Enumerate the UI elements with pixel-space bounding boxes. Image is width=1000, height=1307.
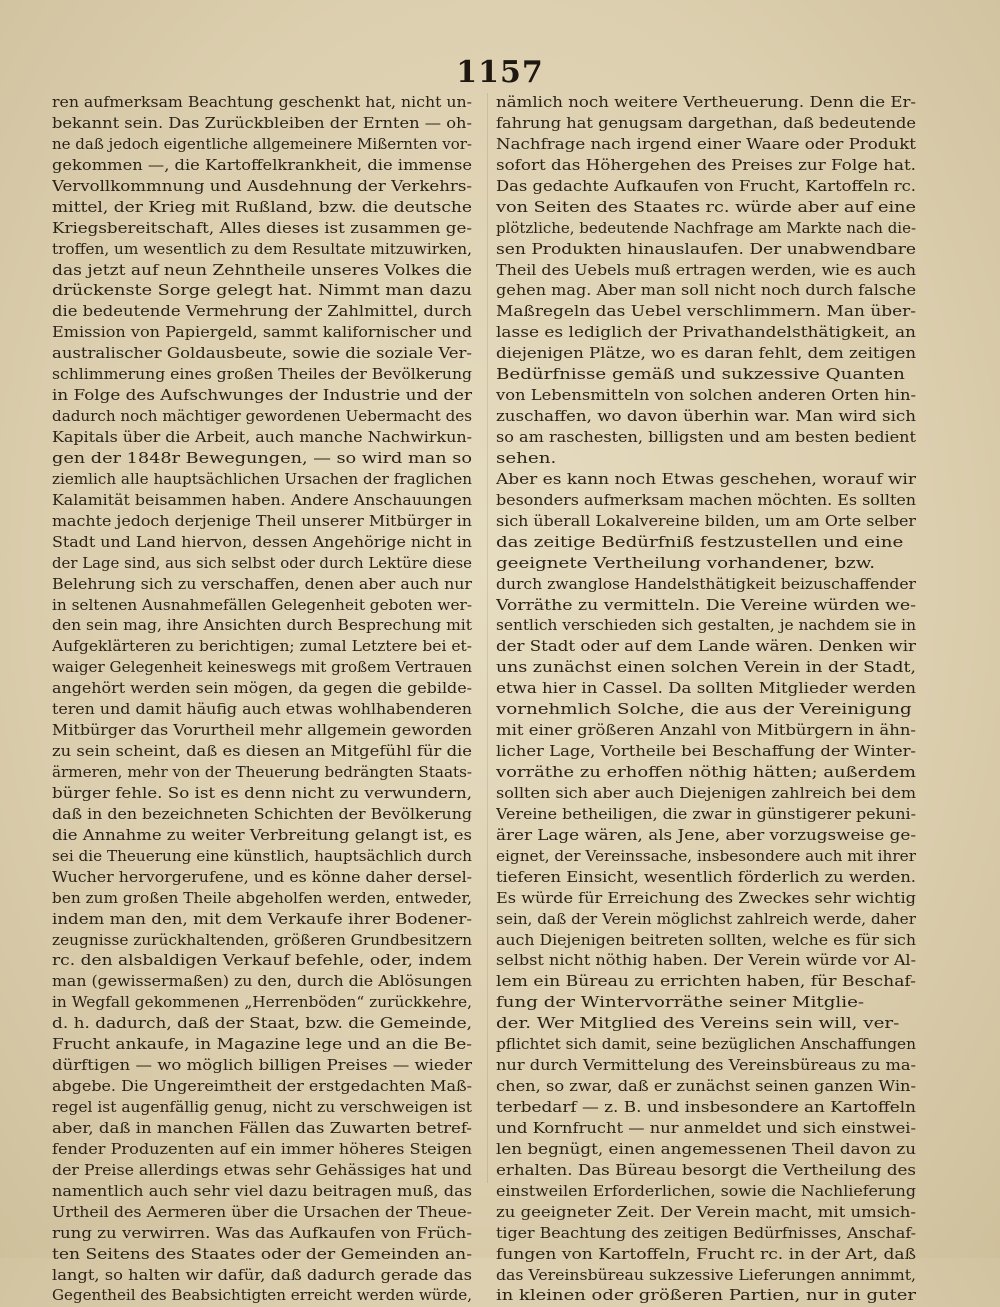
text-line: nämlich noch weitere Vertheuerung. Denn die Er- xyxy=(496,94,916,111)
text-line: in kleinen oder größeren Partien, nur in guter xyxy=(496,1287,916,1305)
text-line: ziemlich alle hauptsächlichen Ursachen der fraglichen xyxy=(52,470,472,488)
text-line: tiger Beachtung des zeitigen Bedürfnisses, Anschaf- xyxy=(496,1224,916,1242)
text-line: Nachfrage nach irgend einer Waare oder Produkt xyxy=(496,135,916,153)
text-line: gehen mag. Aber man soll nicht noch durch falsche xyxy=(496,282,916,300)
text-line: plötzliche, bedeutende Nachfrage am Markte nach die- xyxy=(496,219,916,237)
text-line: Vervollkommnung und Ausdehnung der Verkehrs- xyxy=(52,177,472,195)
text-line: Gegentheil des Beabsichtigten erreicht werden würde, xyxy=(52,1287,472,1305)
text-line: fahrung hat genugsam dargethan, daß bedeutende xyxy=(496,114,916,132)
text-line: auch Diejenigen beitreten sollten, welche es für sich xyxy=(496,931,916,949)
text-line: sehen. xyxy=(496,449,557,467)
text-line: Wucher hervorgerufene, und es könne daher dersel- xyxy=(52,868,472,886)
text-line: licher Lage, Vortheile bei Beschaffung der Winter- xyxy=(496,743,916,761)
text-line: ren aufmerksam Beachtung geschenkt hat, nicht un- xyxy=(52,94,472,111)
text-line: ne daß jedoch eigentliche allgemeinere Mißernten vor- xyxy=(52,135,472,153)
text-line: drückenste Sorge gelegt hat. Nimmt man dazu xyxy=(52,282,472,300)
text-line: sofort das Höhergehen des Preises zur Folge hat. xyxy=(496,156,916,174)
text-line: Bedürfnisse gemäß und sukzessive Quanten xyxy=(496,366,905,384)
column-gutter xyxy=(487,93,488,1183)
text-line: chen, so zwar, daß er zunächst seinen ganzen Win- xyxy=(496,1078,916,1096)
text-line: durch zwanglose Handelsthätigkeit beizuschaffender xyxy=(496,575,916,593)
text-line: sen Produkten hinauslaufen. Der unabwendbare xyxy=(496,240,916,258)
text-line: ärmeren, mehr von der Theuerung bedrängten Staats- xyxy=(52,764,472,781)
text-line: lasse es lediglich der Privathandelsthätigkeit, an xyxy=(496,324,916,342)
text-line: zu sein scheint, daß es diesen an Mitgefühl für die xyxy=(52,743,472,761)
text-line: rung zu verwirren. Was das Aufkaufen von Früch- xyxy=(52,1224,472,1242)
text-line: und Kornfrucht — nur anmeldet und sich einstwei- xyxy=(496,1119,916,1137)
text-line: langt, so halten wir dafür, daß dadurch gerade das xyxy=(52,1266,472,1284)
text-line: sei die Theuerung eine künstlich, hauptsächlich durch xyxy=(52,847,472,865)
text-line: das zeitige Bedürfniß festzustellen und eine xyxy=(496,533,904,551)
text-line: mittel, der Krieg mit Rußland, bzw. die deutsche xyxy=(52,198,472,216)
text-line: selbst nicht nöthig haben. Der Verein würde vor Al- xyxy=(496,952,916,970)
text-line: so am raschesten, billigsten und am besten bedient xyxy=(496,429,916,446)
left-text-column xyxy=(52,93,472,1307)
text-line: len begnügt, einen angemessenen Theil davon zu xyxy=(496,1140,916,1158)
text-line: das Vereinsbüreau sukzessive Lieferungen annimmt, xyxy=(496,1266,916,1284)
text-line: ten Seitens des Staates oder der Gemeinden an- xyxy=(52,1245,472,1263)
text-line: der Stadt oder auf dem Lande wären. Denken wir xyxy=(496,638,916,656)
text-line: sentlich verschieden sich gestalten, je nachdem sie in xyxy=(496,617,916,635)
text-line: sollten sich aber auch Diejenigen zahlreich bei dem xyxy=(496,784,916,802)
text-line: der. Wer Mitglied des Vereins sein will, ver- xyxy=(496,1015,900,1033)
text-line: Urtheil des Aermeren über die Ursachen der Theue- xyxy=(52,1203,472,1221)
text-line: Stadt und Land hiervon, dessen Angehörige nicht in xyxy=(52,533,472,551)
text-line: erhalten. Das Büreau besorgt die Vertheilung des xyxy=(496,1161,916,1179)
text-line: indem man den, mit dem Verkaufe ihrer Bodener- xyxy=(52,910,472,928)
text-line: fungen von Kartoffeln, Frucht rc. in der Art, daß xyxy=(496,1245,916,1263)
text-line: Theil des Uebels muß ertragen werden, wie es auch xyxy=(496,261,916,279)
text-line: ben zum großen Theile abgeholfen werden, entweder, xyxy=(52,889,472,907)
text-line: Belehrung sich zu verschaffen, denen aber auch nur xyxy=(52,575,472,593)
text-line: sich überall Lokalvereine bilden, um am Orte selber xyxy=(496,512,916,530)
text-line: bürger fehle. So ist es denn nicht zu verwundern, xyxy=(52,784,472,802)
text-line: einstweilen Erforderlichen, sowie die Nachlieferung xyxy=(496,1182,916,1200)
text-line: Es würde für Erreichung des Zweckes sehr wichtig xyxy=(496,889,916,907)
text-line: die Annahme zu weiter Verbreitung gelangt ist, es xyxy=(52,826,472,844)
text-line: der Preise allerdings etwas sehr Gehässiges hat und xyxy=(52,1161,472,1179)
text-line: Kriegsbereitschaft, Alles dieses ist zusammen ge- xyxy=(52,219,472,237)
text-line: vorräthe zu erhoffen nöthig hätten; außerdem xyxy=(496,764,916,781)
text-line: fung der Wintervorräthe seiner Mitglie- xyxy=(496,994,865,1012)
text-line: in Folge des Aufschwunges der Industrie und der xyxy=(52,387,472,405)
text-line: terbedarf — z. B. und insbesondere an Kartoffeln xyxy=(496,1099,916,1116)
text-line: Das gedachte Aufkaufen von Frucht, Kartoffeln rc. xyxy=(496,177,916,195)
text-line: von Lebensmitteln von solchen anderen Orten hin- xyxy=(496,387,916,405)
text-line: sein, daß der Verein möglichst zahlreich werde, daher xyxy=(496,910,916,928)
text-line: ärer Lage wären, als Jene, aber vorzugsweise ge- xyxy=(496,826,916,844)
text-line: regel ist augenfällig genug, nicht zu verschweigen ist xyxy=(52,1099,472,1116)
text-line: den sein mag, ihre Ansichten durch Besprechung mit xyxy=(52,617,472,635)
text-line: diejenigen Plätze, wo es daran fehlt, dem zeitigen xyxy=(496,345,916,363)
text-line: lem ein Büreau zu errichten haben, für Beschaf- xyxy=(496,973,916,991)
text-line: bekannt sein. Das Zurückbleiben der Ernten — oh- xyxy=(52,114,472,132)
text-line: zeugnisse zurückhaltenden, größeren Grundbesitzern xyxy=(52,931,472,949)
text-line: namentlich auch sehr viel dazu beitragen muß, das xyxy=(52,1182,472,1200)
text-line: Kapitals über die Arbeit, auch manche Nachwirkun- xyxy=(52,429,472,446)
text-line: Mitbürger das Vorurtheil mehr allgemein geworden xyxy=(52,722,472,740)
text-line: Aufgeklärteren zu berichtigen; zumal Letztere bei et- xyxy=(52,638,472,656)
text-line: etwa hier in Cassel. Da sollten Mitglieder werden xyxy=(496,680,916,698)
text-line: uns zunächst einen solchen Verein in der Stadt, xyxy=(496,659,916,677)
text-line: australischer Goldausbeute, sowie die soziale Ver- xyxy=(52,345,472,363)
text-line: in seltenen Ausnahmefällen Gelegenheit geboten wer- xyxy=(52,596,472,614)
text-line: zu geeigneter Zeit. Der Verein macht, mit umsich- xyxy=(496,1203,916,1221)
text-line: waiger Gelegenheit keineswegs mit großem Vertrauen xyxy=(52,659,472,677)
text-line: zuschaffen, wo davon überhin war. Man wird sich xyxy=(496,408,916,426)
text-line: dürftigen — wo möglich billigen Preises — wieder xyxy=(52,1057,472,1075)
text-line: in Wegfall gekommenen „Herrenböden“ zurückkehre, xyxy=(52,994,472,1012)
text-line: machte jedoch derjenige Theil unserer Mitbürger in xyxy=(52,512,472,530)
text-line: Vereine betheiligen, die zwar in günstigerer pekuni- xyxy=(496,805,916,823)
text-line: Maßregeln das Uebel verschlimmern. Man über- xyxy=(496,303,916,321)
text-line: man (gewissermaßen) zu den, durch die Ablösungen xyxy=(52,973,472,991)
page-number: 1157 xyxy=(456,55,544,90)
text-line: nur durch Vermittelung des Vereinsbüreaus zu ma- xyxy=(496,1057,916,1075)
text-line: die bedeutende Vermehrung der Zahlmittel, durch xyxy=(52,303,472,321)
text-line: der Lage sind, aus sich selbst oder durch Lektüre diese xyxy=(52,554,472,572)
text-line: das jetzt auf neun Zehntheile unseres Volkes die xyxy=(52,261,472,279)
text-line: gen der 1848r Bewegungen, — so wird man so xyxy=(52,449,472,467)
text-line: schlimmerung eines großen Theiles der Bevölkerung xyxy=(52,366,472,384)
text-line: tieferen Einsicht, wesentlich förderlich zu werden. xyxy=(496,868,916,886)
text-line: vornehmlich Solche, die aus der Vereinigung xyxy=(496,701,912,719)
text-line: pflichtet sich damit, seine bezüglichen Anschaffungen xyxy=(496,1036,916,1054)
text-line: mit einer größeren Anzahl von Mitbürgern in ähn- xyxy=(496,722,916,740)
text-line: von Seiten des Staates rc. würde aber auf eine xyxy=(496,198,916,216)
right-text-column xyxy=(496,93,916,1307)
text-line: Emission von Papiergeld, sammt kalifornischer und xyxy=(52,324,472,342)
text-line: Kalamität beisammen haben. Andere Anschauungen xyxy=(52,491,472,509)
text-line: dadurch noch mächtiger gewordenen Uebermacht des xyxy=(52,408,472,426)
text-line: Vorräthe zu vermitteln. Die Vereine würden we- xyxy=(496,596,916,614)
text-line: fender Produzenten auf ein immer höheres Steigen xyxy=(52,1140,472,1158)
text-line: geeignete Vertheilung vorhandener, bzw. xyxy=(496,554,876,572)
text-line: rc. den alsbaldigen Verkauf befehle, oder, indem xyxy=(52,952,472,970)
text-line: Frucht ankaufe, in Magazine lege und an die Be- xyxy=(52,1036,472,1054)
text-line: angehört werden sein mögen, da gegen die gebilde- xyxy=(52,680,472,698)
text-line: Aber es kann noch Etwas geschehen, worauf wir xyxy=(496,470,916,488)
text-line: gekommen —, die Kartoffelkrankheit, die immense xyxy=(52,156,472,174)
text-line: aber, daß in manchen Fällen das Zuwarten betref- xyxy=(52,1119,472,1137)
text-line: d. h. dadurch, daß der Staat, bzw. die Gemeinde, xyxy=(52,1015,472,1033)
text-line: eignet, der Vereinssache, insbesondere auch mit ihrer xyxy=(496,847,916,865)
text-line: abgebe. Die Ungereimtheit der erstgedachten Maß- xyxy=(52,1078,472,1096)
text-line: teren und damit häufig auch etwas wohlhabenderen xyxy=(52,701,472,719)
text-line: troffen, um wesentlich zu dem Resultate mitzuwirken, xyxy=(52,240,472,258)
text-line: daß in den bezeichneten Schichten der Bevölkerung xyxy=(52,805,472,823)
text-line: besonders aufmerksam machen möchten. Es sollten xyxy=(496,491,916,509)
